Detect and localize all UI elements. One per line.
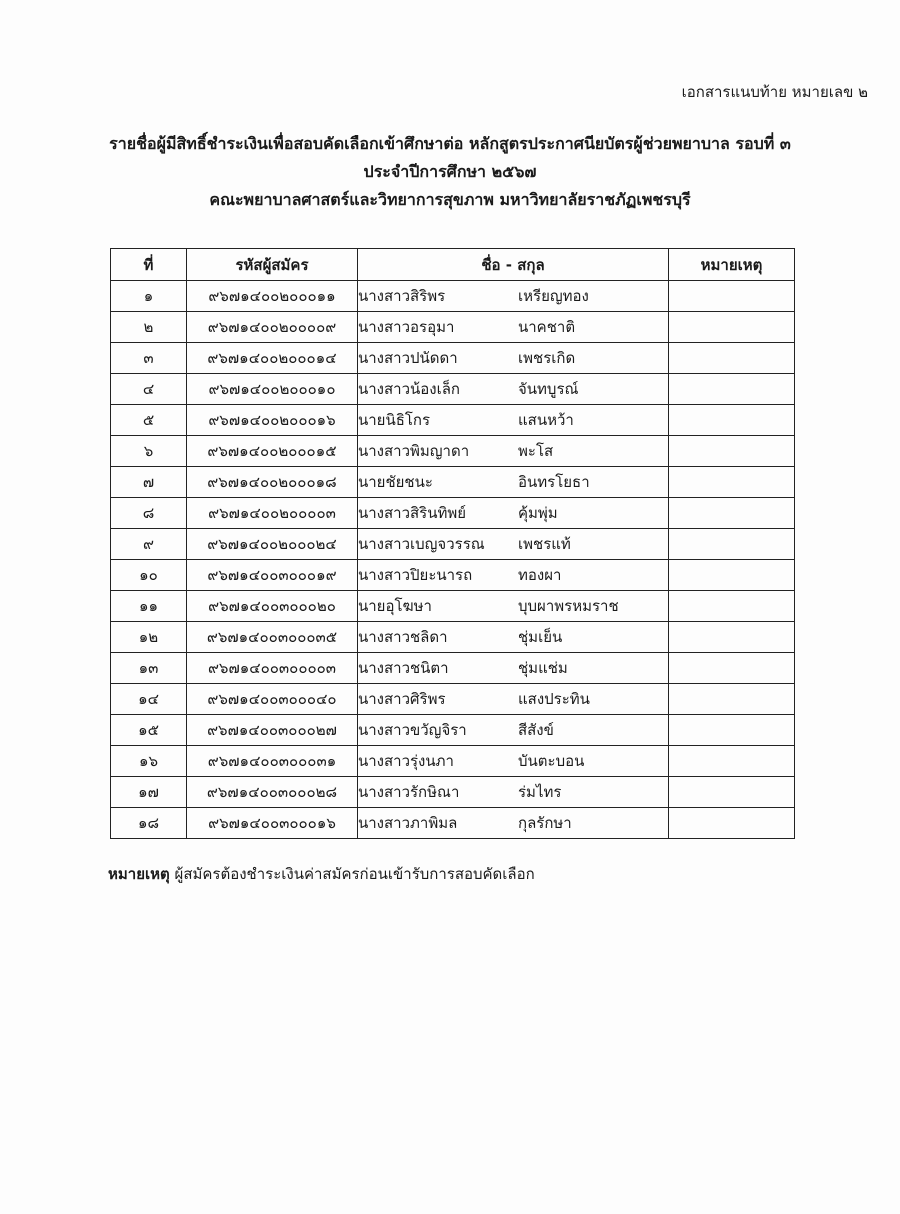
row-number: ๑๒ <box>111 622 187 653</box>
table-row <box>111 405 795 436</box>
first-name: นางสาวรุ่งนภา <box>358 752 454 770</box>
row-number: ๑๕ <box>111 715 187 746</box>
row-remark <box>669 715 795 746</box>
row-remark <box>669 746 795 777</box>
last-name: แสงประทิน <box>518 690 590 708</box>
applicant-name <box>358 715 669 746</box>
applicant-id: ๙๖๗๑๔๐๐๒๐๐๐๑๖ <box>187 405 358 436</box>
table-row <box>111 498 795 529</box>
applicant-id: ๙๖๗๑๔๐๐๓๐๐๐๑๙ <box>187 560 358 591</box>
table-row <box>111 715 795 746</box>
last-name: บันตะบอน <box>518 752 585 770</box>
applicant-name <box>358 436 669 467</box>
applicant-id: ๙๖๗๑๔๐๐๒๐๐๐๐๙ <box>187 312 358 343</box>
last-name: ชุ่มแช่ม <box>518 659 568 677</box>
applicant-id: ๙๖๗๑๔๐๐๒๐๐๐๐๓ <box>187 498 358 529</box>
row-remark <box>669 622 795 653</box>
table-row <box>111 808 795 839</box>
row-number: ๑ <box>111 281 187 312</box>
applicant-name <box>358 312 669 343</box>
applicant-id: ๙๖๗๑๔๐๐๓๐๐๐๔๐ <box>187 684 358 715</box>
row-number: ๑๓ <box>111 653 187 684</box>
table-row <box>111 777 795 808</box>
first-name: นางสาวรักษิณา <box>358 783 460 801</box>
applicant-name <box>358 808 669 839</box>
applicant-name <box>358 684 669 715</box>
applicant-table <box>110 248 795 839</box>
applicant-name <box>358 498 669 529</box>
table-row <box>111 467 795 498</box>
applicant-id: ๙๖๗๑๔๐๐๒๐๐๐๑๑ <box>187 281 358 312</box>
table-body <box>111 281 795 839</box>
last-name: เหรียญทอง <box>518 287 589 305</box>
row-number: ๘ <box>111 498 187 529</box>
last-name: แสนหว้า <box>518 411 574 429</box>
row-remark <box>669 529 795 560</box>
row-remark <box>669 498 795 529</box>
applicant-name <box>358 746 669 777</box>
header-number: ที่ <box>111 249 187 281</box>
applicant-id: ๙๖๗๑๔๐๐๓๐๐๐๒๐ <box>187 591 358 622</box>
header-applicant-id: รหัสผู้สมัคร <box>187 249 358 281</box>
last-name: จันทบูรณ์ <box>518 380 579 398</box>
document-title <box>60 130 840 214</box>
last-name: ร่มไทร <box>518 783 562 801</box>
row-number: ๒ <box>111 312 187 343</box>
row-number: ๑๑ <box>111 591 187 622</box>
row-number: ๑๖ <box>111 746 187 777</box>
table-header-row <box>111 249 795 281</box>
row-remark <box>669 312 795 343</box>
applicant-name <box>358 653 669 684</box>
title-line-1: รายชื่อผู้มีสิทธิ์ชำระเงินเพื่อสอบคัดเลือกเข้าศึกษาต่อ หลักสูตรประกาศนียบัตรผู้ช่วยพยาบาล รอบที่ ๓ <box>109 134 791 153</box>
table-row <box>111 343 795 374</box>
first-name: นางสาวปนัดดา <box>358 349 458 367</box>
applicant-name <box>358 374 669 405</box>
title-line-3: คณะพยาบาลศาสตร์และวิทยาการสุขภาพ มหาวิทยาลัยราชภัฏเพชรบุรี <box>209 190 691 209</box>
row-number: ๑๐ <box>111 560 187 591</box>
first-name: นางสาวขวัญจิรา <box>358 721 467 739</box>
footnote-text: ผู้สมัครต้องชำระเงินค่าสมัครก่อนเข้ารับการสอบคัดเลือก <box>174 865 535 883</box>
table-row <box>111 312 795 343</box>
table-row <box>111 560 795 591</box>
row-remark <box>669 343 795 374</box>
applicant-id: ๙๖๗๑๔๐๐๒๐๐๐๑๘ <box>187 467 358 498</box>
row-number: ๑๔ <box>111 684 187 715</box>
applicant-id: ๙๖๗๑๔๐๐๒๐๐๐๑๔ <box>187 343 358 374</box>
first-name: นางสาวน้องเล็ก <box>358 380 460 398</box>
applicant-id: ๙๖๗๑๔๐๐๓๐๐๐๒๘ <box>187 777 358 808</box>
row-number: ๔ <box>111 374 187 405</box>
applicant-name <box>358 560 669 591</box>
table-row <box>111 653 795 684</box>
applicant-id: ๙๖๗๑๔๐๐๓๐๐๐๓๑ <box>187 746 358 777</box>
table-row <box>111 374 795 405</box>
row-number: ๕ <box>111 405 187 436</box>
last-name: ทองผา <box>518 566 562 584</box>
applicant-name <box>358 622 669 653</box>
last-name: อินทรโยธา <box>518 473 590 491</box>
first-name: นางสาวศิริพร <box>358 690 446 708</box>
row-number: ๙ <box>111 529 187 560</box>
first-name: นางสาวสิรินทิพย์ <box>358 504 467 522</box>
footnote-label: หมายเหตุ <box>108 865 170 883</box>
last-name: สีสังข์ <box>518 721 554 739</box>
row-remark <box>669 591 795 622</box>
applicant-id: ๙๖๗๑๔๐๐๒๐๐๐๑๐ <box>187 374 358 405</box>
row-remark <box>669 281 795 312</box>
first-name: นายชัยชนะ <box>358 473 433 491</box>
last-name: เพชรเกิด <box>518 349 576 367</box>
row-remark <box>669 436 795 467</box>
last-name: นาคชาติ <box>518 318 576 336</box>
row-remark <box>669 684 795 715</box>
applicant-name <box>358 591 669 622</box>
last-name: เพชรแท้ <box>518 535 571 553</box>
row-remark <box>669 808 795 839</box>
table-row <box>111 529 795 560</box>
applicant-name <box>358 467 669 498</box>
applicant-id: ๙๖๗๑๔๐๐๒๐๐๐๑๕ <box>187 436 358 467</box>
row-remark <box>669 467 795 498</box>
first-name: นางสาวปิยะนารถ <box>358 566 473 584</box>
table-row <box>111 281 795 312</box>
table-row <box>111 684 795 715</box>
first-name: นายนิธิโกร <box>358 411 431 429</box>
table-row <box>111 622 795 653</box>
table-row <box>111 591 795 622</box>
first-name: นางสาวสิริพร <box>358 287 446 305</box>
row-number: ๑๗ <box>111 777 187 808</box>
applicant-id: ๙๖๗๑๔๐๐๒๐๐๐๒๔ <box>187 529 358 560</box>
row-remark <box>669 777 795 808</box>
row-remark <box>669 560 795 591</box>
row-number: ๗ <box>111 467 187 498</box>
last-name: กุลรักษา <box>518 814 572 832</box>
first-name: นางสาวอรอุมา <box>358 318 455 336</box>
applicant-name <box>358 281 669 312</box>
applicant-id: ๙๖๗๑๔๐๐๓๐๐๐๒๗ <box>187 715 358 746</box>
table-row <box>111 746 795 777</box>
header-full-name: ชื่อ - สกุล <box>358 249 669 281</box>
applicant-name <box>358 529 669 560</box>
last-name: บุบผาพรหมราช <box>518 597 619 615</box>
row-remark <box>669 405 795 436</box>
title-line-2: ประจำปีการศึกษา ๒๕๖๗ <box>363 162 537 181</box>
first-name: นายอุโฆษา <box>358 597 432 615</box>
first-name: นางสาวเบญจวรรณ <box>358 535 485 553</box>
applicant-id: ๙๖๗๑๔๐๐๓๐๐๐๓๕ <box>187 622 358 653</box>
applicant-name <box>358 777 669 808</box>
attachment-reference: เอกสารแนบท้าย หมายเลข ๒ <box>681 83 868 101</box>
first-name: นางสาวพิมญาดา <box>358 442 470 460</box>
first-name: นางสาวชนิตา <box>358 659 449 677</box>
row-remark <box>669 653 795 684</box>
last-name: พะโส <box>518 442 554 460</box>
table-row <box>111 436 795 467</box>
row-number: ๓ <box>111 343 187 374</box>
applicant-id: ๙๖๗๑๔๐๐๓๐๐๐๑๖ <box>187 808 358 839</box>
last-name: ชุ่มเย็น <box>518 628 563 646</box>
first-name: นางสาวภาพิมล <box>358 814 458 832</box>
footnote <box>108 862 535 886</box>
last-name: คุ้มพุ่ม <box>518 504 558 522</box>
applicant-id: ๙๖๗๑๔๐๐๓๐๐๐๐๓ <box>187 653 358 684</box>
applicant-name <box>358 343 669 374</box>
row-number: ๑๘ <box>111 808 187 839</box>
header-remark: หมายเหตุ <box>669 249 795 281</box>
first-name: นางสาวชลิดา <box>358 628 448 646</box>
applicant-name <box>358 405 669 436</box>
row-remark <box>669 374 795 405</box>
row-number: ๖ <box>111 436 187 467</box>
